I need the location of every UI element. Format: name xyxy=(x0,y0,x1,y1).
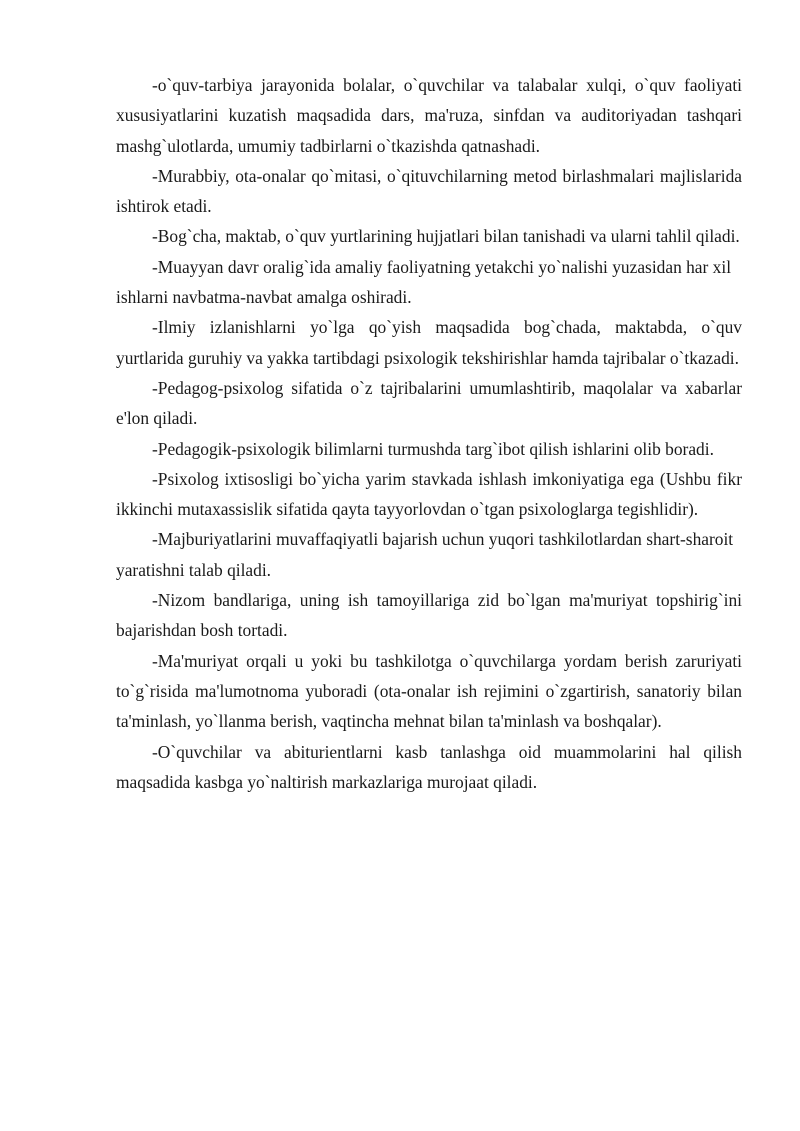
paragraph-7: -Pedagogik-psixologik bilimlarni turmushda targ`ibot qilish ishlarini olib boradi. xyxy=(152,438,714,459)
paragraph-2: -Murabbiy, ota-onalar qo`mitasi, o`qituvchilarning metod birlashmalari majlislarida ishtirok etadi. xyxy=(116,165,742,217)
document-body xyxy=(116,70,742,797)
paragraph-8: -Psixolog ixtisosligi bo`yicha yarim stavkada ishlash imkoniyatiga ega (Ushbu fikr ikkinchi mutaxassislik sifatida qayta tayyorlovdan o`tgan psixologlarga tegishlidir). xyxy=(116,468,742,520)
paragraph-6: -Pedagog-psixolog sifatida o`z tajribalarini umumlashtirib, maqolalar va xabarlar e'lon qiladi. xyxy=(116,377,742,429)
paragraph-3: -Bog`cha, maktab, o`quv yurtlarining hujjatlari bilan tanishadi va ularni tahlil qiladi. xyxy=(152,226,740,247)
paragraph-1: -o`quv-tarbiya jarayonida bolalar, o`quvchilar va talabalar xulqi, o`quv faoliyati xususiyatlarini kuzatish maqsadida dars, ma'ruza, sinfdan va auditoriyadan tashqari mashg`ulotlarda, umumiy tadbirlarni o`tkazishda qatnashadi. xyxy=(116,75,742,156)
paragraph-4: -Muayyan davr oralig`ida amaliy faoliyatning yetakchi yo`nalishi yuzasidan har xil ishlarni navbatma-navbat amalga oshiradi. xyxy=(116,256,732,308)
paragraph-11: -Ma'muriyat orqali u yoki bu tashkilotga o`quvchilarga yordam berish zaruriyati to`g`risida ma'lumotnoma yuboradi (ota-onalar ish rejimini o`zgartirish, sanatoriy bilan ta'minlash, yo`llanma berish, vaqtincha mehnat bilan ta'minlash va boshqalar). xyxy=(116,650,742,732)
paragraph-5: -Ilmiy izlanishlarni yo`lga qo`yish maqsadida bog`chada, maktabda, o`quv yurtlarida guruhiy va yakka tartibdagi psixologik tekshirishlar hamda tajribalar o`tkazadi. xyxy=(116,317,742,368)
paragraph-9: -Majburiyatlarini muvaffaqiyatli bajarish uchun yuqori tashkilotlardan shart-sharoit yaratishni talab qiladi. xyxy=(116,529,734,580)
paragraph-12: -O`quvchilar va abiturientlarni kasb tanlashga oid muammolarini hal qilish maqsadida kasbga yo`naltirish markazlariga murojaat qiladi. xyxy=(116,741,742,792)
paragraph-10: -Nizom bandlariga, uning ish tamoyillariga zid bo`lgan ma'muriyat topshirig`ini bajarishdan bosh tortadi. xyxy=(116,590,742,641)
